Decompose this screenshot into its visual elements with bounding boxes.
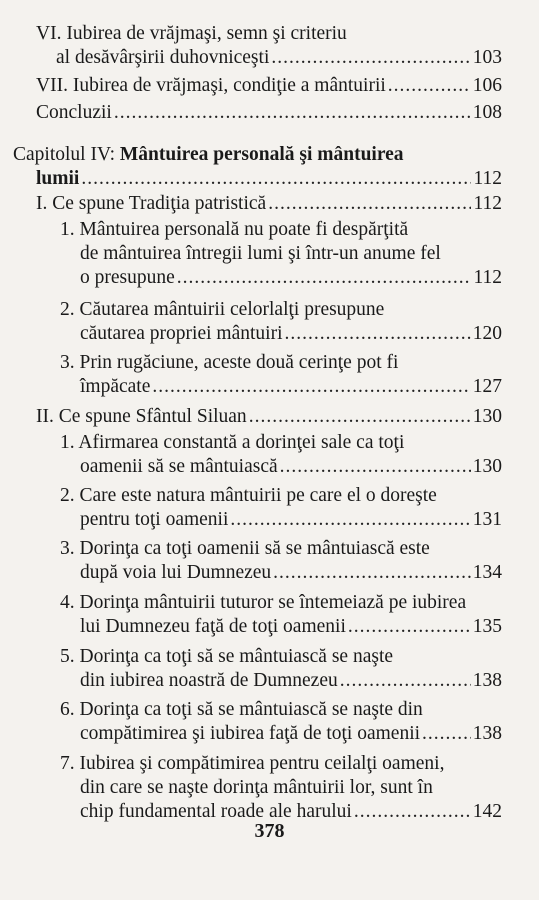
toc-page-number: 106 [472,75,502,96]
toc-subsection [60,752,502,824]
toc-entry-text: 2. Care este natura mântuirii pe care el o doreşte [60,485,437,506]
toc-entry-text: 7. Iubirea şi compătimirea pentru ceilalţi oameni, [60,753,445,774]
toc-entry-text: pentru toţi oamenii [80,509,229,530]
toc-entry-text: 3. Prin rugăciune, aceste două cerinţe pot fi [60,352,399,373]
toc-chapter-iv [13,143,502,191]
page-number: 378 [254,820,285,842]
toc-section-ii [36,405,502,429]
toc-page-number: 138 [472,670,502,691]
toc-page-number: 134 [472,562,502,583]
toc-page-number: 112 [473,267,502,288]
toc-subsection [60,591,502,639]
toc-entry-text: din care se naşte dorinţa mântuirii lor, sunt în [80,777,433,798]
toc-entry-text: 4. Dorinţa mântuirii tuturor se întemeiază pe iubirea [60,592,467,613]
toc-entry-text: 3. Dorinţa ca toţi oamenii să se mântuiască este [60,538,430,559]
toc-entry-text: oamenii să se mântuiască [80,456,278,477]
toc-entry-text: compătimirea şi iubirea faţă de toţi oamenii [80,723,421,744]
toc-page-number: 120 [472,323,502,344]
dot-leader [177,266,472,290]
toc-entry-text: din iubirea noastră de Dumnezeu [80,670,338,691]
toc-subsection [60,431,502,479]
toc-page-number: 112 [473,193,502,214]
toc-entry-text: al desăvârşirii duhovniceşti [56,47,270,68]
toc-subsection [60,537,502,585]
toc-page-number: 138 [472,723,502,744]
dot-leader [348,615,471,639]
toc-entry-concluzii [36,101,502,125]
toc-entry-text: 6. Dorinţa ca toţi să se mântuiască se naşte din [60,699,423,720]
toc-subsection [60,351,502,399]
chapter-title: lumii [36,168,80,189]
toc-entry-text: 2. Căutarea mântuirii celorlalţi presupune [60,299,385,320]
dot-leader [268,192,471,216]
dot-leader [284,322,470,346]
toc-subsection [60,698,502,746]
toc-page-number: 127 [472,376,502,397]
chapter-title: Mântuirea personală şi mântuirea [119,144,404,165]
toc-entry-text: chip fundamental roade ale harului [80,801,352,822]
toc-entry-text: 1. Afirmarea constantă a dorinţei sale ca toţi [60,432,405,453]
toc-entry-text: căutarea propriei mântuiri [80,323,283,344]
toc-entry-text: VII. Iubirea de vrăjmaşi, condiţie a mântuirii [36,75,386,96]
dot-leader [114,101,471,125]
toc-subsection [60,645,502,693]
toc-entry-text: II. Ce spune Sfântul Siluan [36,406,247,427]
toc-page-number: 108 [472,102,502,123]
toc-entry-text: împăcate [80,376,151,397]
toc-page-number: 130 [472,406,502,427]
toc-entry-text: Concluzii [36,102,112,123]
toc-subsection [60,484,502,532]
dot-leader [388,74,471,98]
toc-entry-text: de mântuirea întregii lumi şi într-un anume fel [80,243,441,264]
toc-section-i [36,192,502,216]
toc-entry-text: o presupune [80,267,175,288]
toc-entry-vi [36,22,502,70]
dot-leader [249,405,471,429]
toc-page-number: 103 [472,47,502,68]
toc-subsection [60,298,502,346]
toc-entry-text: I. Ce spune Tradiţia patristică [36,193,267,214]
toc-page-number: 112 [473,168,502,189]
dot-leader [271,46,470,70]
toc-entry-vii [36,74,502,98]
toc-entry-text: 1. Mântuirea personală nu poate fi despărţită [60,219,409,240]
toc-entry-text: după voia lui Dumnezeu [80,562,272,583]
dot-leader [422,722,471,746]
toc-page-number: 142 [472,801,502,822]
dot-leader [340,669,471,693]
dot-leader [81,167,471,191]
chapter-prefix: Capitolul IV: [13,144,120,165]
dot-leader [273,561,471,585]
dot-leader [280,455,471,479]
toc-entry-text: 5. Dorinţa ca toţi să se mântuiască se naşte [60,646,394,667]
toc-subsection [60,218,502,290]
toc-entry-text: VI. Iubirea de vrăjmaşi, semn şi criteriu [36,23,347,44]
toc-page-number: 135 [472,616,502,637]
dot-leader [152,375,470,399]
toc-page-number: 131 [472,509,502,530]
toc-page-number: 130 [472,456,502,477]
dot-leader [230,508,470,532]
toc-entry-text: lui Dumnezeu faţă de toţi oamenii [80,616,346,637]
